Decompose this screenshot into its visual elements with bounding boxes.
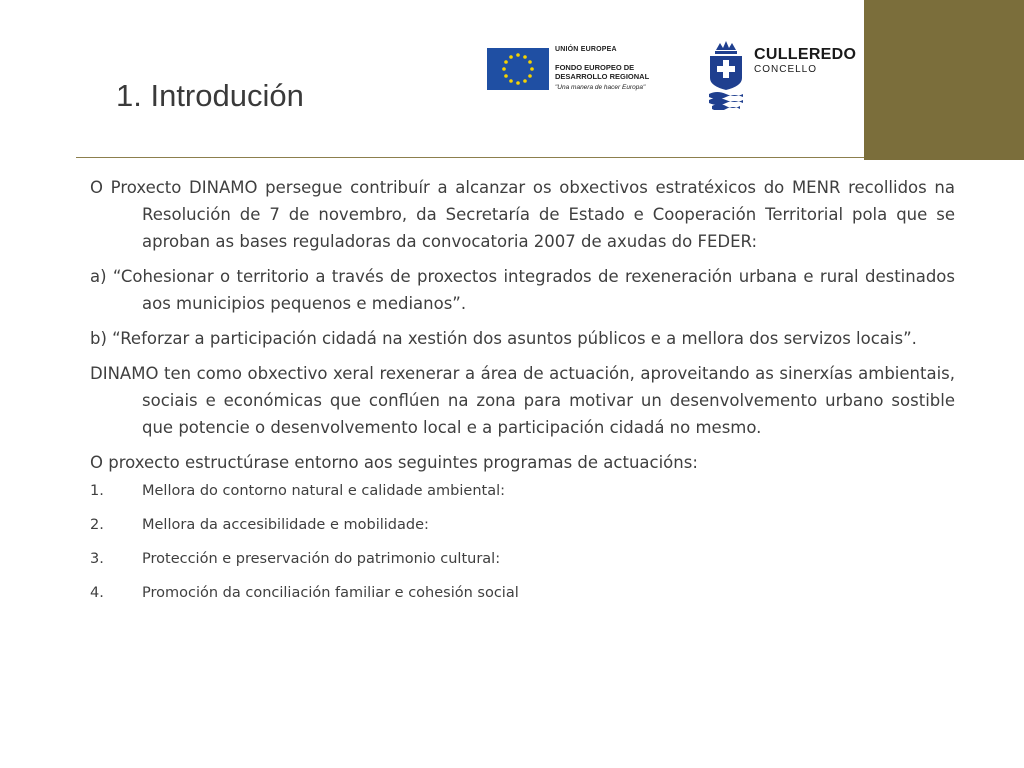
slide-body xyxy=(90,174,955,618)
list-item-number: 4. xyxy=(90,585,104,601)
list-item-number: 3. xyxy=(90,551,104,567)
eu-fund-line2: DESARROLLO REGIONAL xyxy=(555,72,650,81)
list-item-text: Promoción da conciliación familiar e cohesión social xyxy=(142,585,519,601)
accent-bar xyxy=(864,0,1024,160)
eu-flag-icon xyxy=(487,48,549,90)
general-objective-paragraph: DINAMO ten como obxectivo xeral rexenerar a área de actuación, aproveitando as sinerxías ambientais, sociais e económicas que conflúen na zona para motivar un desenvolvemento urbano sostible que potencie o desenvolvemento local e a participación cidadá no mesmo. xyxy=(90,364,955,437)
list-item-text: Mellora da accesibilidade e mobilidade: xyxy=(142,517,429,533)
culleredo-logo xyxy=(706,40,866,112)
list-item-number: 2. xyxy=(90,517,104,533)
list-item-text: Protección e preservación do patrimonio cultural: xyxy=(142,551,501,567)
crest-icon xyxy=(706,40,746,115)
culleredo-name: CULLEREDO xyxy=(754,46,857,63)
slide-title: 1. Introdución xyxy=(116,78,304,113)
list-item-number: 1. xyxy=(90,483,104,499)
list-item xyxy=(90,482,955,501)
list-item xyxy=(90,550,955,569)
objective-a-paragraph: a) “Cohesionar o territorio a través de proxectos integrados de rexeneración urbana e rural destinados aos municipios pequenos e medianos”. xyxy=(90,267,955,313)
eu-motto: "Una manera de hacer Europa" xyxy=(555,84,646,91)
title-divider xyxy=(76,157,864,158)
intro-paragraph: O Proxecto DINAMO persegue contribuír a alcanzar os obxectivos estratéxicos do MENR recollidos na Resolución de 7 de novembro, da Secretaría de Estado e Cooperación Territorial pola que se aproban as bases reguladoras da convocatoria 2007 de axudas do FEDER: xyxy=(90,178,955,251)
culleredo-subtitle: CONCELLO xyxy=(754,64,818,75)
programs-list xyxy=(90,482,955,603)
programs-intro: O proxecto estructúrase entorno aos seguintes programas de actuacións: xyxy=(90,453,698,472)
eu-fund-line1: FONDO EUROPEO DE xyxy=(555,63,635,72)
eu-feder-logo xyxy=(487,46,677,104)
objective-b-paragraph: b) “Reforzar a participación cidadá na xestión dos asuntos públicos e a mellora dos servizos locais”. xyxy=(90,329,917,348)
eu-fund-label xyxy=(555,63,677,81)
list-item-text: Mellora do contorno natural e calidade ambiental: xyxy=(142,483,506,499)
eu-union-label: UNIÓN EUROPEA xyxy=(555,46,617,53)
list-item xyxy=(90,516,955,535)
list-item xyxy=(90,584,955,603)
